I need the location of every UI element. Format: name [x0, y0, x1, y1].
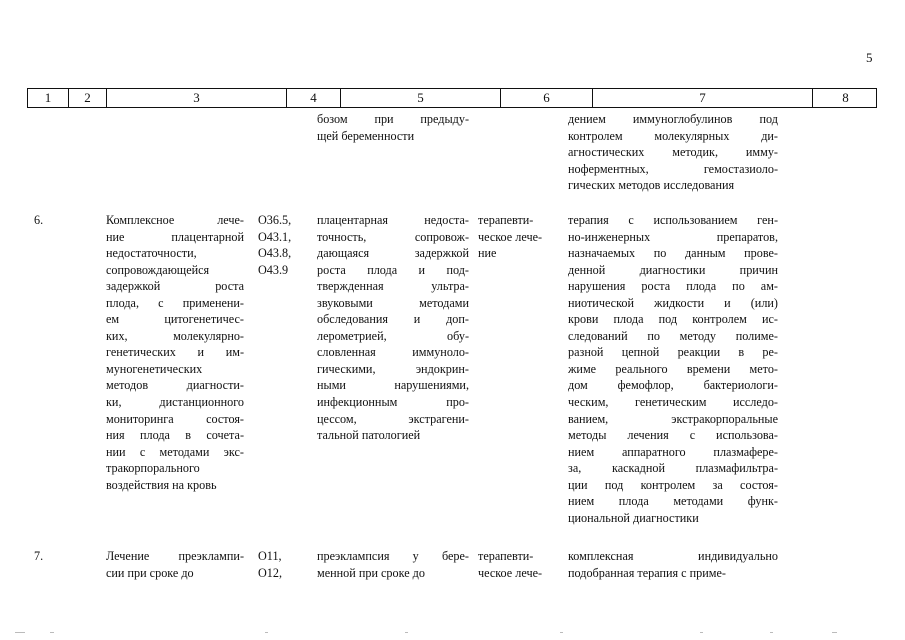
- row-7-col3: [106, 548, 244, 581]
- text-line: сии при сроке до: [106, 565, 194, 580]
- continuation-col5: [317, 111, 469, 144]
- header-cell: 3: [106, 89, 286, 107]
- text-line: ванием, экстракорпоральные: [568, 411, 778, 426]
- text-line: гическими, эндокрин-: [317, 361, 469, 376]
- row-7-codes: [258, 548, 306, 581]
- header-cell: 6: [500, 89, 592, 107]
- header-cell: 1: [44, 90, 52, 105]
- text-line: словленная иммуноло-: [317, 345, 469, 360]
- text-line: O43.9: [258, 262, 289, 277]
- text-line: нарушения роста плода по ам-: [568, 279, 778, 294]
- text-line: воздействия на кровь: [106, 477, 217, 492]
- text-line: но-инженерных препаратов,: [568, 229, 778, 244]
- header-cell: 7: [592, 89, 812, 107]
- scan-artifacts: [0, 632, 905, 635]
- row-6-col5: [317, 212, 469, 444]
- text-line: задержкой роста: [106, 279, 244, 294]
- page-number: 5: [866, 50, 873, 65]
- text-line: O36.5,: [258, 213, 292, 227]
- text-line: терапия с использованием ген-: [568, 213, 778, 227]
- row-6-codes: [258, 212, 306, 278]
- text-line: мониторинга состоя-: [106, 411, 244, 426]
- text-line: нием плода методами функ-: [568, 494, 778, 509]
- text-line: ем цитогенетичес-: [106, 312, 244, 327]
- text-line: крови плода под контролем ис-: [568, 312, 778, 327]
- text-line: контролем молекулярных ди-: [568, 128, 778, 143]
- text-line: цессом, экстрагени-: [317, 411, 469, 426]
- text-line: муногенетических: [106, 361, 203, 376]
- text-line: точность, сопровож-: [317, 229, 469, 244]
- text-line: комплексная индивидуально: [568, 549, 778, 563]
- text-line: терапевти-: [478, 549, 534, 563]
- text-line: циональной диагностики: [568, 510, 699, 525]
- continuation-col7: [568, 111, 778, 194]
- text-line: тальной патологией: [317, 428, 421, 443]
- text-line: плода, с применени-: [106, 295, 244, 310]
- text-line: плацентарная недоста-: [317, 213, 469, 227]
- text-line: ными нарушениями,: [317, 378, 469, 393]
- text-line: обследования и доп-: [317, 312, 469, 327]
- text-line: твержденная ультра-: [317, 279, 469, 294]
- header-cell: 2: [68, 89, 106, 107]
- text-line: O12,: [258, 565, 283, 580]
- row-6-col3: [106, 212, 244, 493]
- text-line: ких, молекулярно-: [106, 328, 244, 343]
- text-line: ние: [478, 246, 497, 261]
- text-line: методы лечения с использова-: [568, 428, 778, 443]
- text-line: назначаемых по данным прове-: [568, 246, 778, 261]
- text-line: подобранная терапия с приме-: [568, 565, 726, 580]
- text-line: преэклампсия у бере-: [317, 549, 469, 563]
- text-line: нием аппаратного плазмафере-: [568, 444, 778, 459]
- text-line: Лечение преэклампи-: [106, 549, 244, 563]
- text-line: методов диагности-: [106, 378, 244, 393]
- text-line: ческое лече-: [478, 565, 543, 580]
- text-line: бозом при предыду-: [317, 112, 469, 126]
- text-line: денной диагностики причин: [568, 262, 778, 277]
- text-line: звуковыми методами: [317, 295, 469, 310]
- text-line: O11,: [258, 549, 282, 563]
- text-line: дом фемофлор, бактериологи-: [568, 378, 778, 393]
- text-line: агностических методик, имму-: [568, 145, 778, 160]
- text-line: O43.8,: [258, 246, 292, 261]
- text-line: разной цепной реакции в ре-: [568, 345, 778, 360]
- header-cell: 5: [340, 89, 500, 107]
- text-line: нии с методами экс-: [106, 444, 244, 459]
- text-line: тракорпорального: [106, 461, 200, 476]
- row-6-col6: [478, 212, 566, 262]
- text-line: недостаточности,: [106, 246, 197, 261]
- row-7-col6: [478, 548, 566, 581]
- text-line: O43.1,: [258, 229, 292, 244]
- text-line: ческое лече-: [478, 229, 543, 244]
- text-line: инфекционным про-: [317, 395, 469, 410]
- text-line: следований по методу полиме-: [568, 328, 778, 343]
- text-line: гических методов исследования: [568, 178, 735, 193]
- text-line: дающаяся задержкой: [317, 246, 469, 261]
- header-cell: 8: [812, 89, 878, 107]
- text-line: ние плацентарной: [106, 229, 244, 244]
- text-line: жиме реального времени мето-: [568, 361, 778, 376]
- text-line: роста плода и под-: [317, 262, 469, 277]
- row-number: 7.: [34, 549, 44, 563]
- text-line: щей беременности: [317, 128, 415, 143]
- text-line: ции под контролем за состоя-: [568, 477, 778, 492]
- row-7-col5: [317, 548, 469, 581]
- text-line: ния плода в сочета-: [106, 428, 244, 443]
- row-number: 6.: [34, 213, 44, 227]
- text-line: ки, дистанционного: [106, 395, 244, 410]
- row-7-col7: [568, 548, 778, 581]
- row-6-col7: [568, 212, 778, 526]
- table-header: [27, 88, 877, 108]
- header-cell: 4: [286, 89, 340, 107]
- text-line: генетических и им-: [106, 345, 244, 360]
- text-line: за, каскадной плазмафильтра-: [568, 461, 778, 476]
- text-line: дением иммуноглобулинов под: [568, 112, 778, 126]
- text-line: Комплексное лече-: [106, 213, 244, 227]
- text-line: ческим, генетическим исследо-: [568, 395, 778, 410]
- text-line: терапевти-: [478, 213, 534, 227]
- text-line: менной при сроке до: [317, 565, 425, 580]
- text-line: сопровождающейся: [106, 262, 210, 277]
- text-line: ноферментных, гемостазиоло-: [568, 161, 778, 176]
- text-line: ниотической жидкости и (или): [568, 295, 778, 310]
- text-line: лерометрией, обу-: [317, 328, 469, 343]
